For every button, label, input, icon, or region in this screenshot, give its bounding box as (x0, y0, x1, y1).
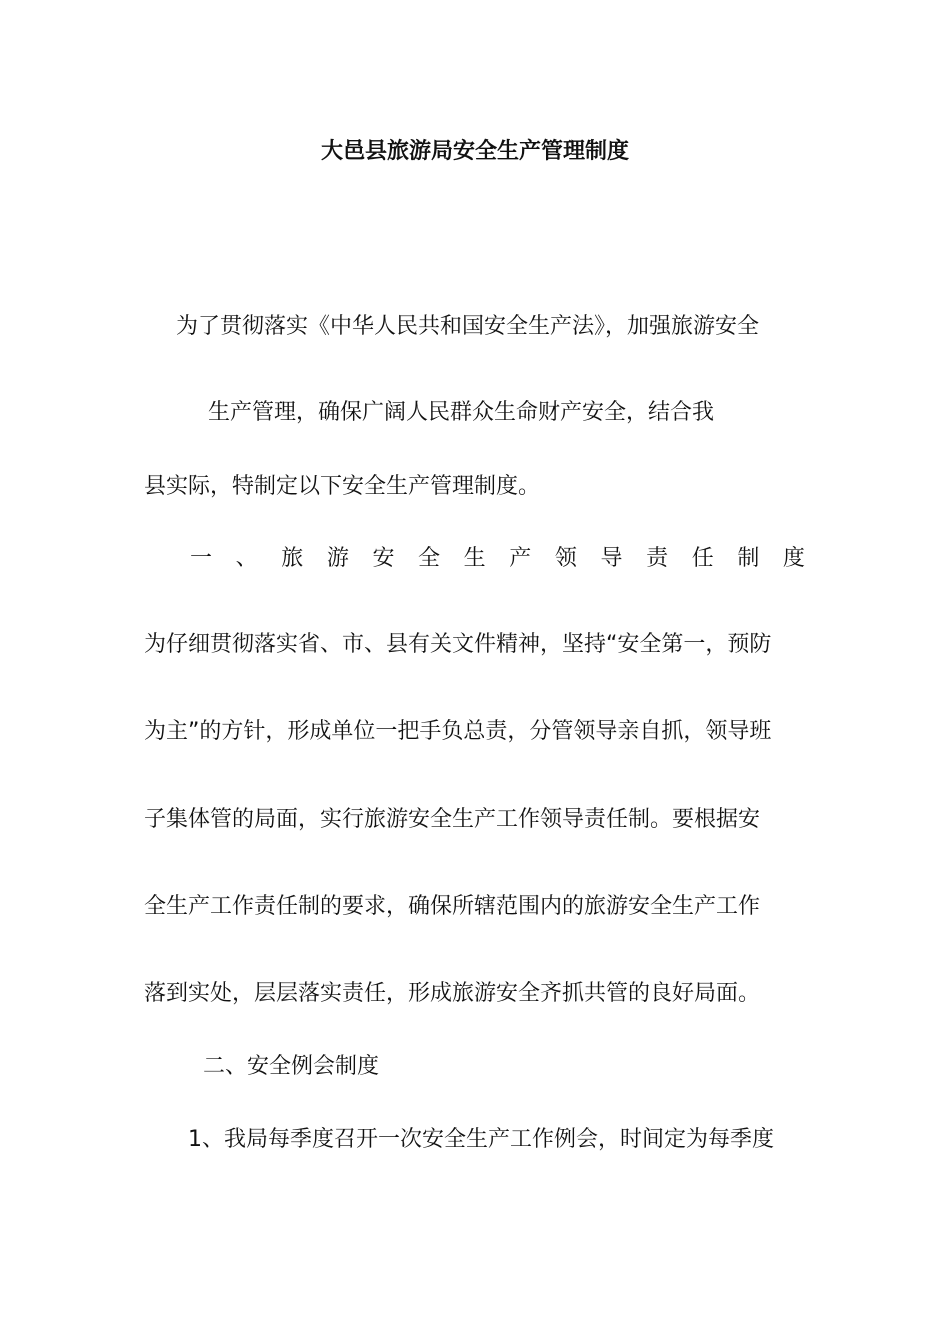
heading-char: 一 (190, 546, 213, 571)
heading-char: 旅 (281, 546, 304, 571)
heading-char: 领 (554, 546, 577, 571)
heading-char: 制 (737, 546, 760, 571)
paragraph-line: 为仔细贯彻落实省、市、县有关文件精神，坚持“安全第一，预防 (144, 632, 772, 657)
heading-char: 、 (235, 546, 258, 571)
heading-char: 游 (326, 546, 349, 571)
heading-char: 任 (691, 546, 714, 571)
heading-char: 导 (600, 546, 623, 571)
paragraph-line: 生产管理，确保广阔人民群众生命财产安全，结合我 (208, 400, 715, 425)
heading-char: 产 (509, 546, 532, 571)
paragraph-line: 子集体管的局面，实行旅游安全生产工作领导责任制。要根据安 (144, 807, 761, 832)
paragraph-line: 全生产工作责任制的要求，确保所辖范围内的旅游安全生产工作 (144, 894, 761, 919)
section-heading-1 (190, 543, 805, 575)
document-title: 大邑县旅游局安全生产管理制度 (320, 139, 629, 164)
paragraph-line: 1、我局每季度召开一次安全生产工作例会，时间定为每季度 (188, 1127, 774, 1152)
heading-char: 责 (646, 546, 669, 571)
paragraph-line: 县实际，特制定以下安全生产管理制度。 (144, 474, 541, 499)
paragraph-line: 落到实处，层层落实责任，形成旅游安全齐抓共管的良好局面。 (144, 981, 761, 1006)
section-heading-2: 二、安全例会制度 (203, 1054, 380, 1079)
heading-char: 全 (418, 546, 441, 571)
heading-char: 生 (463, 546, 486, 571)
heading-char: 度 (782, 546, 805, 571)
paragraph-line: 为主”的方针，形成单位一把手负总责，分管领导亲自抓，领导班 (144, 719, 772, 744)
heading-char: 安 (372, 546, 395, 571)
paragraph-line: 为了贯彻落实《中华人民共和国安全生产法》，加强旅游安全 (176, 314, 760, 339)
